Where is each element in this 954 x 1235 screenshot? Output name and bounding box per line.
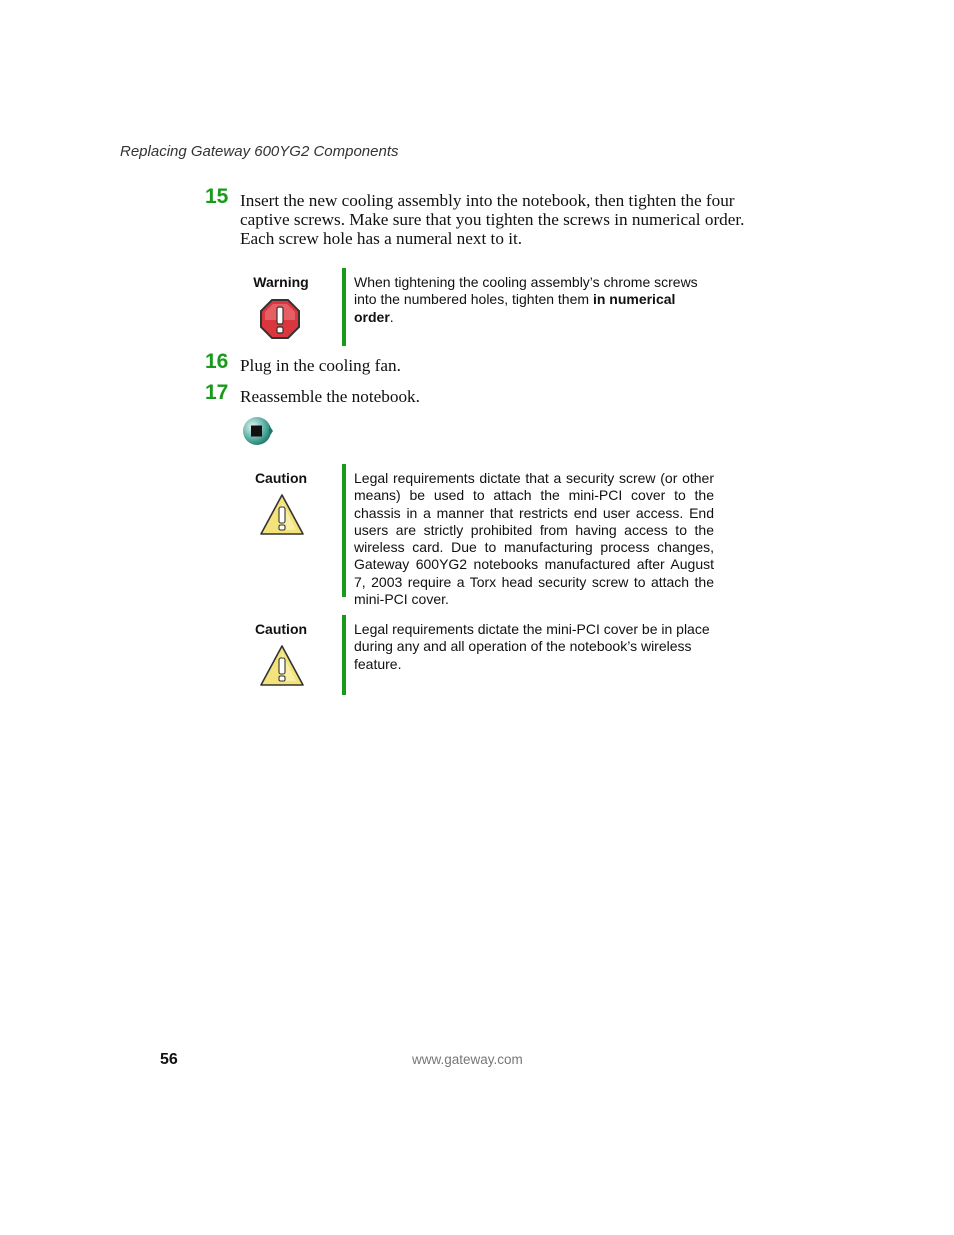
warning-emphasis: in numerical order — [354, 291, 676, 325]
step-text: Insert the new cooling assembly into the notebook, then tighten the four captive screws. Make sure that you tighten the screws in numerical order. Each screw hole has a numeral next to it. — [240, 191, 745, 248]
step-text: Reassemble the notebook. — [240, 387, 420, 406]
caution-label: Caution — [254, 470, 308, 486]
page-number: 56 — [160, 1051, 178, 1068]
warning-label: Warning — [253, 274, 309, 290]
caution-notice-2 — [240, 615, 720, 695]
warning-octagon-icon — [259, 298, 301, 345]
step-number: 17 — [205, 381, 229, 404]
caution-bar — [342, 615, 346, 695]
warning-notice — [240, 268, 720, 346]
caution-notice-1 — [240, 464, 720, 608]
warning-text: When tightening the cooling assembly’s chrome screws into the numbered holes, tighten them in numerical order. — [354, 274, 698, 325]
step-number: 15 — [205, 185, 229, 208]
step-number: 16 — [205, 350, 229, 373]
footer-url: www.gateway.com — [412, 1052, 523, 1067]
caution-label: Caution — [254, 621, 308, 637]
caution-triangle-icon — [259, 492, 305, 541]
warning-bar — [342, 268, 346, 346]
caution-triangle-icon — [259, 643, 305, 692]
caution-text: Legal requirements dictate that a security screw (or other means) be used to attach the mini-PCI cover to the chassis in a manner that restricts end user access. End users are strictly prohibited from having access to the wireless card. Due to manufacturing process changes, Gateway 600YG2 notebooks manufactured after August 7, 2003 require a Torx head security screw to attach the mini-PCI cover. — [354, 470, 714, 608]
running-header: Replacing Gateway 600YG2 Components — [120, 143, 399, 160]
stop-button-icon — [242, 416, 274, 451]
caution-text: Legal requirements dictate the mini-PCI cover be in place during any and all operation of the notebook’s wireless feature. — [354, 621, 710, 672]
caution-bar — [342, 464, 346, 597]
step-text: Plug in the cooling fan. — [240, 356, 401, 375]
